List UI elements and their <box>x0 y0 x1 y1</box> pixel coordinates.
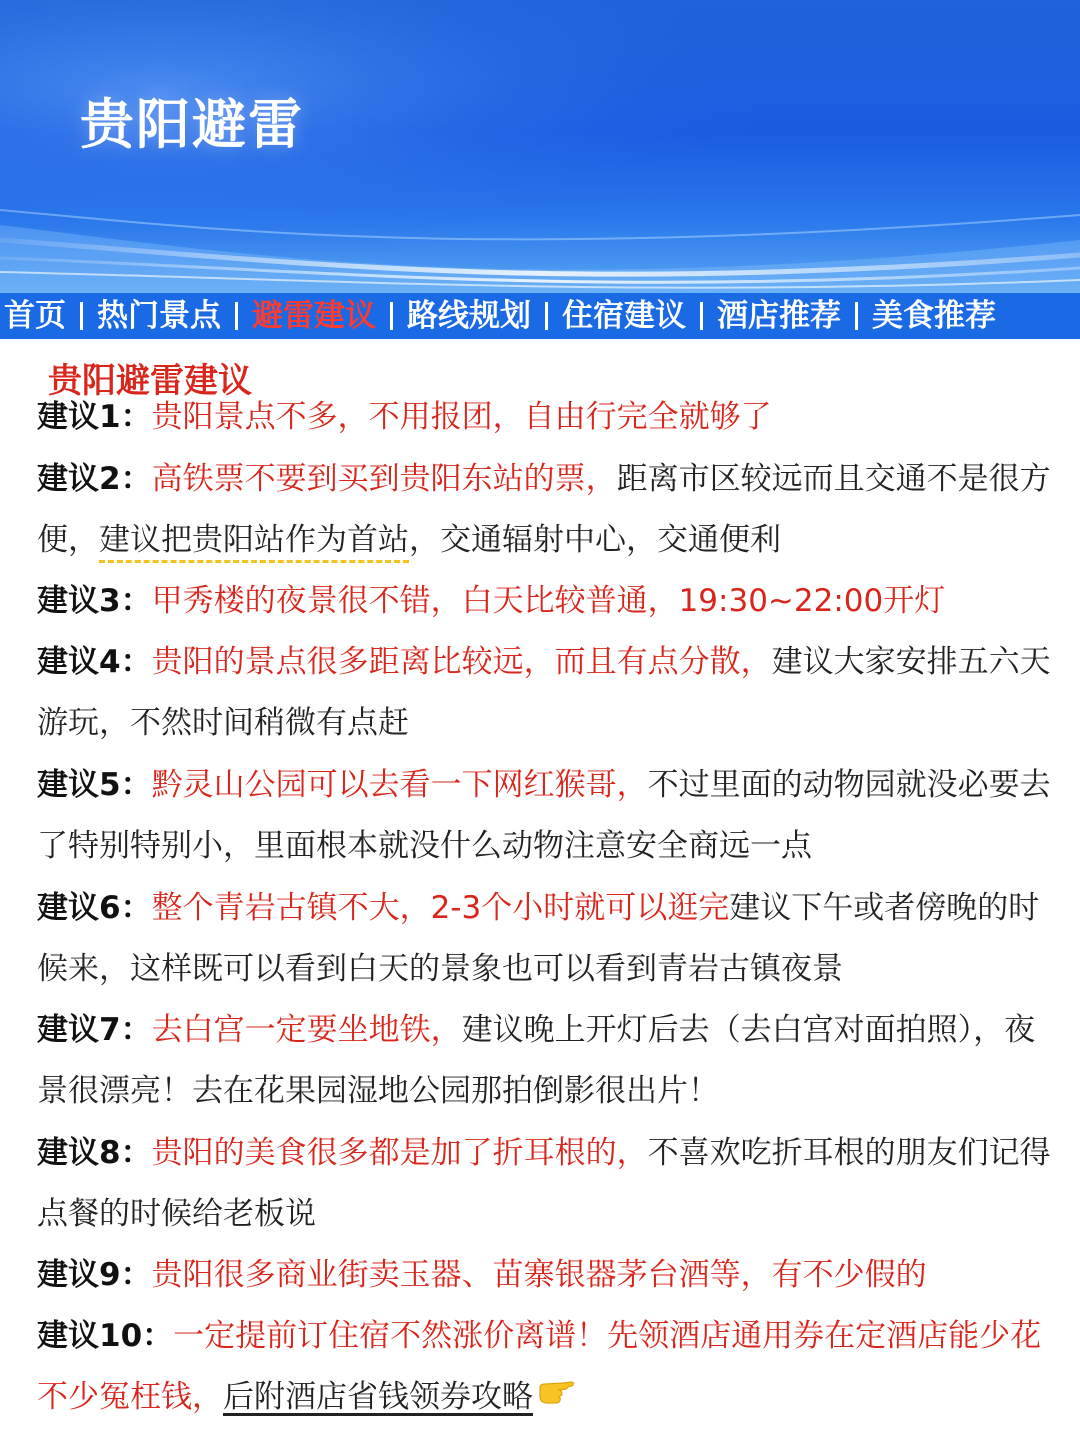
nav-route-plan[interactable]: 路线规划 <box>407 298 531 334</box>
tip-highlight: 贵阳景点不多，不用报团，自由行完全就够了 <box>151 399 772 435</box>
tip-highlight: 贵阳的景点很多距离比较远，而且有点分散， <box>151 644 772 680</box>
nav-home[interactable]: 首页 <box>4 298 66 334</box>
nav-hot-spots[interactable]: 热门景点 <box>97 298 221 334</box>
nav-divider <box>545 302 548 330</box>
nav-avoid-tips[interactable]: 避雷建议 <box>252 298 376 334</box>
tip-underlined-text: 建议把贵阳站作为首站 <box>99 522 409 563</box>
tip-10 <box>37 1306 1057 1429</box>
tip-text: 建议大家安排五六天游玩，不然时间稍微有点赶 <box>37 644 1051 741</box>
header-banner <box>0 0 1080 293</box>
tip-label: 建议9： <box>37 1257 152 1293</box>
tip-highlight: 一定提前订住宿不然涨价离谱！先领酒店通用券在定酒店能少花不少冤枉钱， <box>37 1318 1042 1415</box>
nav-divider <box>855 302 858 330</box>
tip-3 <box>37 571 1057 632</box>
tip-label: 建议4： <box>37 644 152 680</box>
nav-stay-tips[interactable]: 住宿建议 <box>562 298 686 334</box>
tip-text: ，交通辐射中心，交通便利 <box>409 522 781 558</box>
tips-content <box>0 339 1080 1440</box>
tip-label: 建议2： <box>37 461 152 497</box>
tip-2 <box>37 449 1057 571</box>
banner-title: 贵阳避雷 <box>80 93 304 156</box>
tip-highlight: 黔灵山公园可以去看一下网红猴哥， <box>151 767 648 803</box>
tip-label: 建议5： <box>37 767 152 803</box>
tip-highlight: 甲秀楼的夜景很不错，白天比较普通，19:30~22:00开灯 <box>151 583 946 619</box>
tip-label: 建议10： <box>37 1318 174 1354</box>
tip-highlight: 贵阳的美食很多都是加了折耳根的， <box>151 1135 648 1171</box>
tip-label: 建议8： <box>37 1135 152 1171</box>
tip-text: 建议晚上开灯后去（去白宫对面拍照），夜景很漂亮！去在花果园湿地公园那拍倒影很出片！ <box>37 1012 1036 1109</box>
tip-text: 不过里面的动物园就没必要去了特别特别小，里面根本就没什么动物注意安全商远一点 <box>37 767 1051 864</box>
tip-9 <box>37 1245 1057 1306</box>
nav-food-recs[interactable]: 美食推荐 <box>872 298 996 334</box>
tip-text: 建议下午或者傍晚的时候来，这样既可以看到白天的景象也可以看到青岩古镇夜景 <box>37 890 1040 987</box>
tip-text: 距离市区较远而且交通不是很方便， <box>37 461 1051 558</box>
tip-label: 建议6： <box>37 890 152 926</box>
pointing-hand-icon <box>537 1368 575 1429</box>
tip-highlight: 贵阳很多商业街卖玉器、苗寨银器茅台酒等，有不少假的 <box>151 1257 927 1293</box>
nav-hotel-recs[interactable]: 酒店推荐 <box>717 298 841 334</box>
top-nav <box>0 293 1080 339</box>
tip-4 <box>37 632 1057 754</box>
tip-label: 建议7： <box>37 1012 152 1048</box>
nav-divider <box>700 302 703 330</box>
tip-label: 建议1： <box>37 399 152 435</box>
nav-divider <box>390 302 393 330</box>
tip-highlight: 高铁票不要到买到贵阳东站的票， <box>151 461 617 497</box>
tip-highlight: 去白宫一定要坐地铁， <box>151 1012 462 1048</box>
tip-7 <box>37 1000 1057 1122</box>
tip-text: 不喜欢吃折耳根的朋友们记得点餐的时候给老板说 <box>37 1135 1051 1232</box>
tip-label: 建议3： <box>37 583 152 619</box>
tip-highlight: 整个青岩古镇不大，2-3个小时就可以逛完 <box>151 890 730 926</box>
tip-1 <box>37 387 1057 448</box>
section-title: 贵阳避雷建议 <box>48 361 252 401</box>
nav-divider <box>80 302 83 330</box>
tip-6 <box>37 878 1057 1000</box>
tip-8 <box>37 1123 1057 1245</box>
tip-5 <box>37 755 1057 877</box>
tip-underlined-text: 后附酒店省钱领券攻略 <box>223 1379 533 1415</box>
nav-divider <box>235 302 238 330</box>
